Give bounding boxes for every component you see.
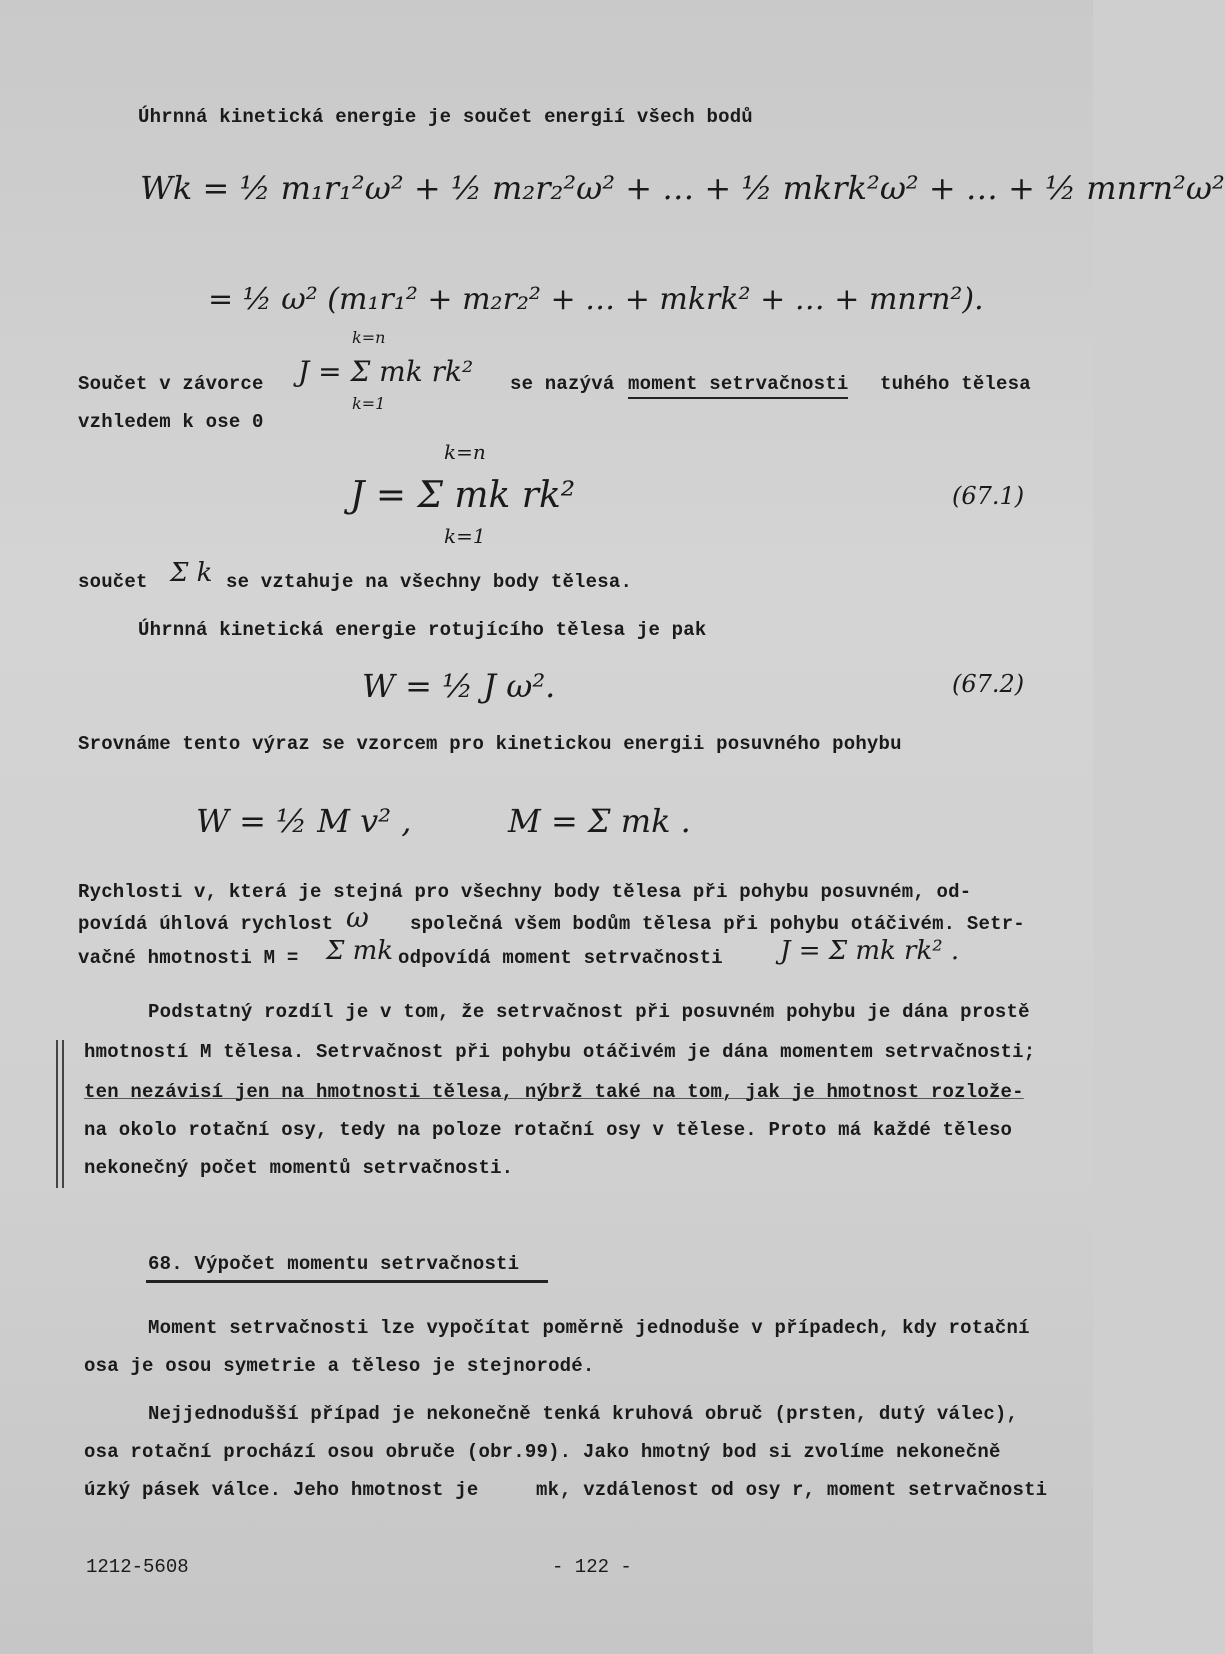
equation-kinetic-energy-factored: = ½ ω² (m₁r₁² + m₂r₂² + … + mkrk² + … + mnrn²).: [208, 282, 984, 317]
equation-rotational-energy: W = ½ J ω².: [362, 667, 556, 705]
text-line-18: osa rotační prochází osou obruče (obr.99). Jako hmotný bod si zvolíme nekonečně: [84, 1441, 1001, 1463]
text-line-19b: , vzdálenost od osy r, moment setrvačnosti: [560, 1479, 1048, 1501]
margin-bar-2: [62, 1040, 64, 1188]
text-line-7: Rychlosti v, která je stejná pro všechny body tělesa při pohybu posuvném, od-: [78, 881, 972, 903]
angular-velocity-symbol: ω: [346, 901, 369, 934]
equation-moment-of-inertia: J = Σ mk rk²: [350, 475, 576, 516]
mass-sum-inline: Σ mk: [326, 936, 394, 966]
text-line-9a: vačné hmotnosti M =: [78, 947, 299, 969]
equation-translational-energy: W = ½ M v² ,: [196, 802, 412, 840]
text-line-13: na okolo rotační osy, tedy na poloze rotační osy v tělese. Proto má každé těleso: [84, 1119, 1013, 1141]
text-line-8a: povídá úhlová rychlost: [78, 913, 334, 935]
text-line-2d: tuhého tělesa: [880, 373, 1031, 395]
inline-moment-formula: J = Σ mk rk²: [298, 355, 474, 388]
text-line-16: osa je osou symetrie a těleso je stejnorodé.: [84, 1355, 595, 1377]
section-heading: 68. Výpočet momentu setrvačnosti: [148, 1253, 520, 1275]
sum-upper-limit: k=n: [444, 440, 486, 464]
inline-sum-top: k=n: [352, 328, 386, 347]
document-code: 1212-5608: [86, 1556, 189, 1578]
sum-lower-limit: k=1: [444, 524, 486, 548]
text-line-2a: Součet v závorce: [78, 373, 264, 395]
text-line-8b: společná všem bodům tělesa při pohybu otáčivém. Setr-: [410, 913, 1025, 935]
text-line-15: Moment setrvačnosti lze vypočítat poměrně jednoduše v případech, kdy rotační: [148, 1317, 1030, 1339]
text-line-14: nekonečný počet momentů setrvačnosti.: [84, 1157, 514, 1179]
moment-definition-inline: J = Σ mk rk² .: [780, 936, 960, 966]
term-moment-setrvacnosti: moment setrvačnosti: [628, 372, 848, 399]
text-line-11: hmotností M tělesa. Setrvačnost při pohybu otáčivém je dána momentem setrvačnosti;: [84, 1041, 1036, 1063]
equation-number-67-1: (67.1): [952, 482, 1025, 510]
text-line-5: Úhrnná kinetická energie rotujícího tělesa je pak: [138, 619, 707, 641]
sum-over-k: Σ k: [170, 558, 213, 588]
text-line-9b: odpovídá moment setrvačnosti: [398, 947, 723, 969]
mass-mk-inline: mk: [536, 1479, 560, 1501]
inline-sum-bottom: k=1: [352, 394, 386, 413]
margin-bar-1: [56, 1040, 58, 1188]
equation-kinetic-energy-sum: Wk = ½ m₁r₁²ω² + ½ m₂r₂²ω² + … + ½ mkrk²ω² + … + ½ mnrn²ω²: [140, 169, 1225, 207]
text-line-6: Srovnáme tento výraz se vzorcem pro kinetickou energii posuvného pohybu: [78, 733, 902, 755]
page-number: - 122 -: [552, 1556, 632, 1578]
text-line-3: vzhledem k ose 0: [78, 411, 264, 433]
text-line-19a: úzký pásek válce. Jeho hmotnost je: [84, 1479, 479, 1501]
text-line-10: Podstatný rozdíl je v tom, že setrvačnost při posuvném pohybu je dána prostě: [148, 1001, 1030, 1023]
text-line-17: Nejjednodušší případ je nekonečně tenká kruhová obruč (prsten, dutý válec),: [148, 1403, 1019, 1425]
text-line-4b: se vztahuje na všechny body tělesa.: [226, 571, 633, 593]
equation-total-mass: M = Σ mk .: [508, 802, 691, 840]
equation-number-67-2: (67.2): [952, 670, 1025, 698]
section-heading-underline: [146, 1280, 548, 1283]
text-line-4a: součet: [78, 571, 148, 593]
text-line-2b: se nazývá: [510, 373, 615, 395]
text-line-1: Úhrnná kinetická energie je součet energií všech bodů: [138, 106, 753, 128]
text-line-12: ten nezávisí jen na hmotnosti tělesa, nýbrž také na tom, jak je hmotnost rozlože-: [84, 1081, 1024, 1103]
